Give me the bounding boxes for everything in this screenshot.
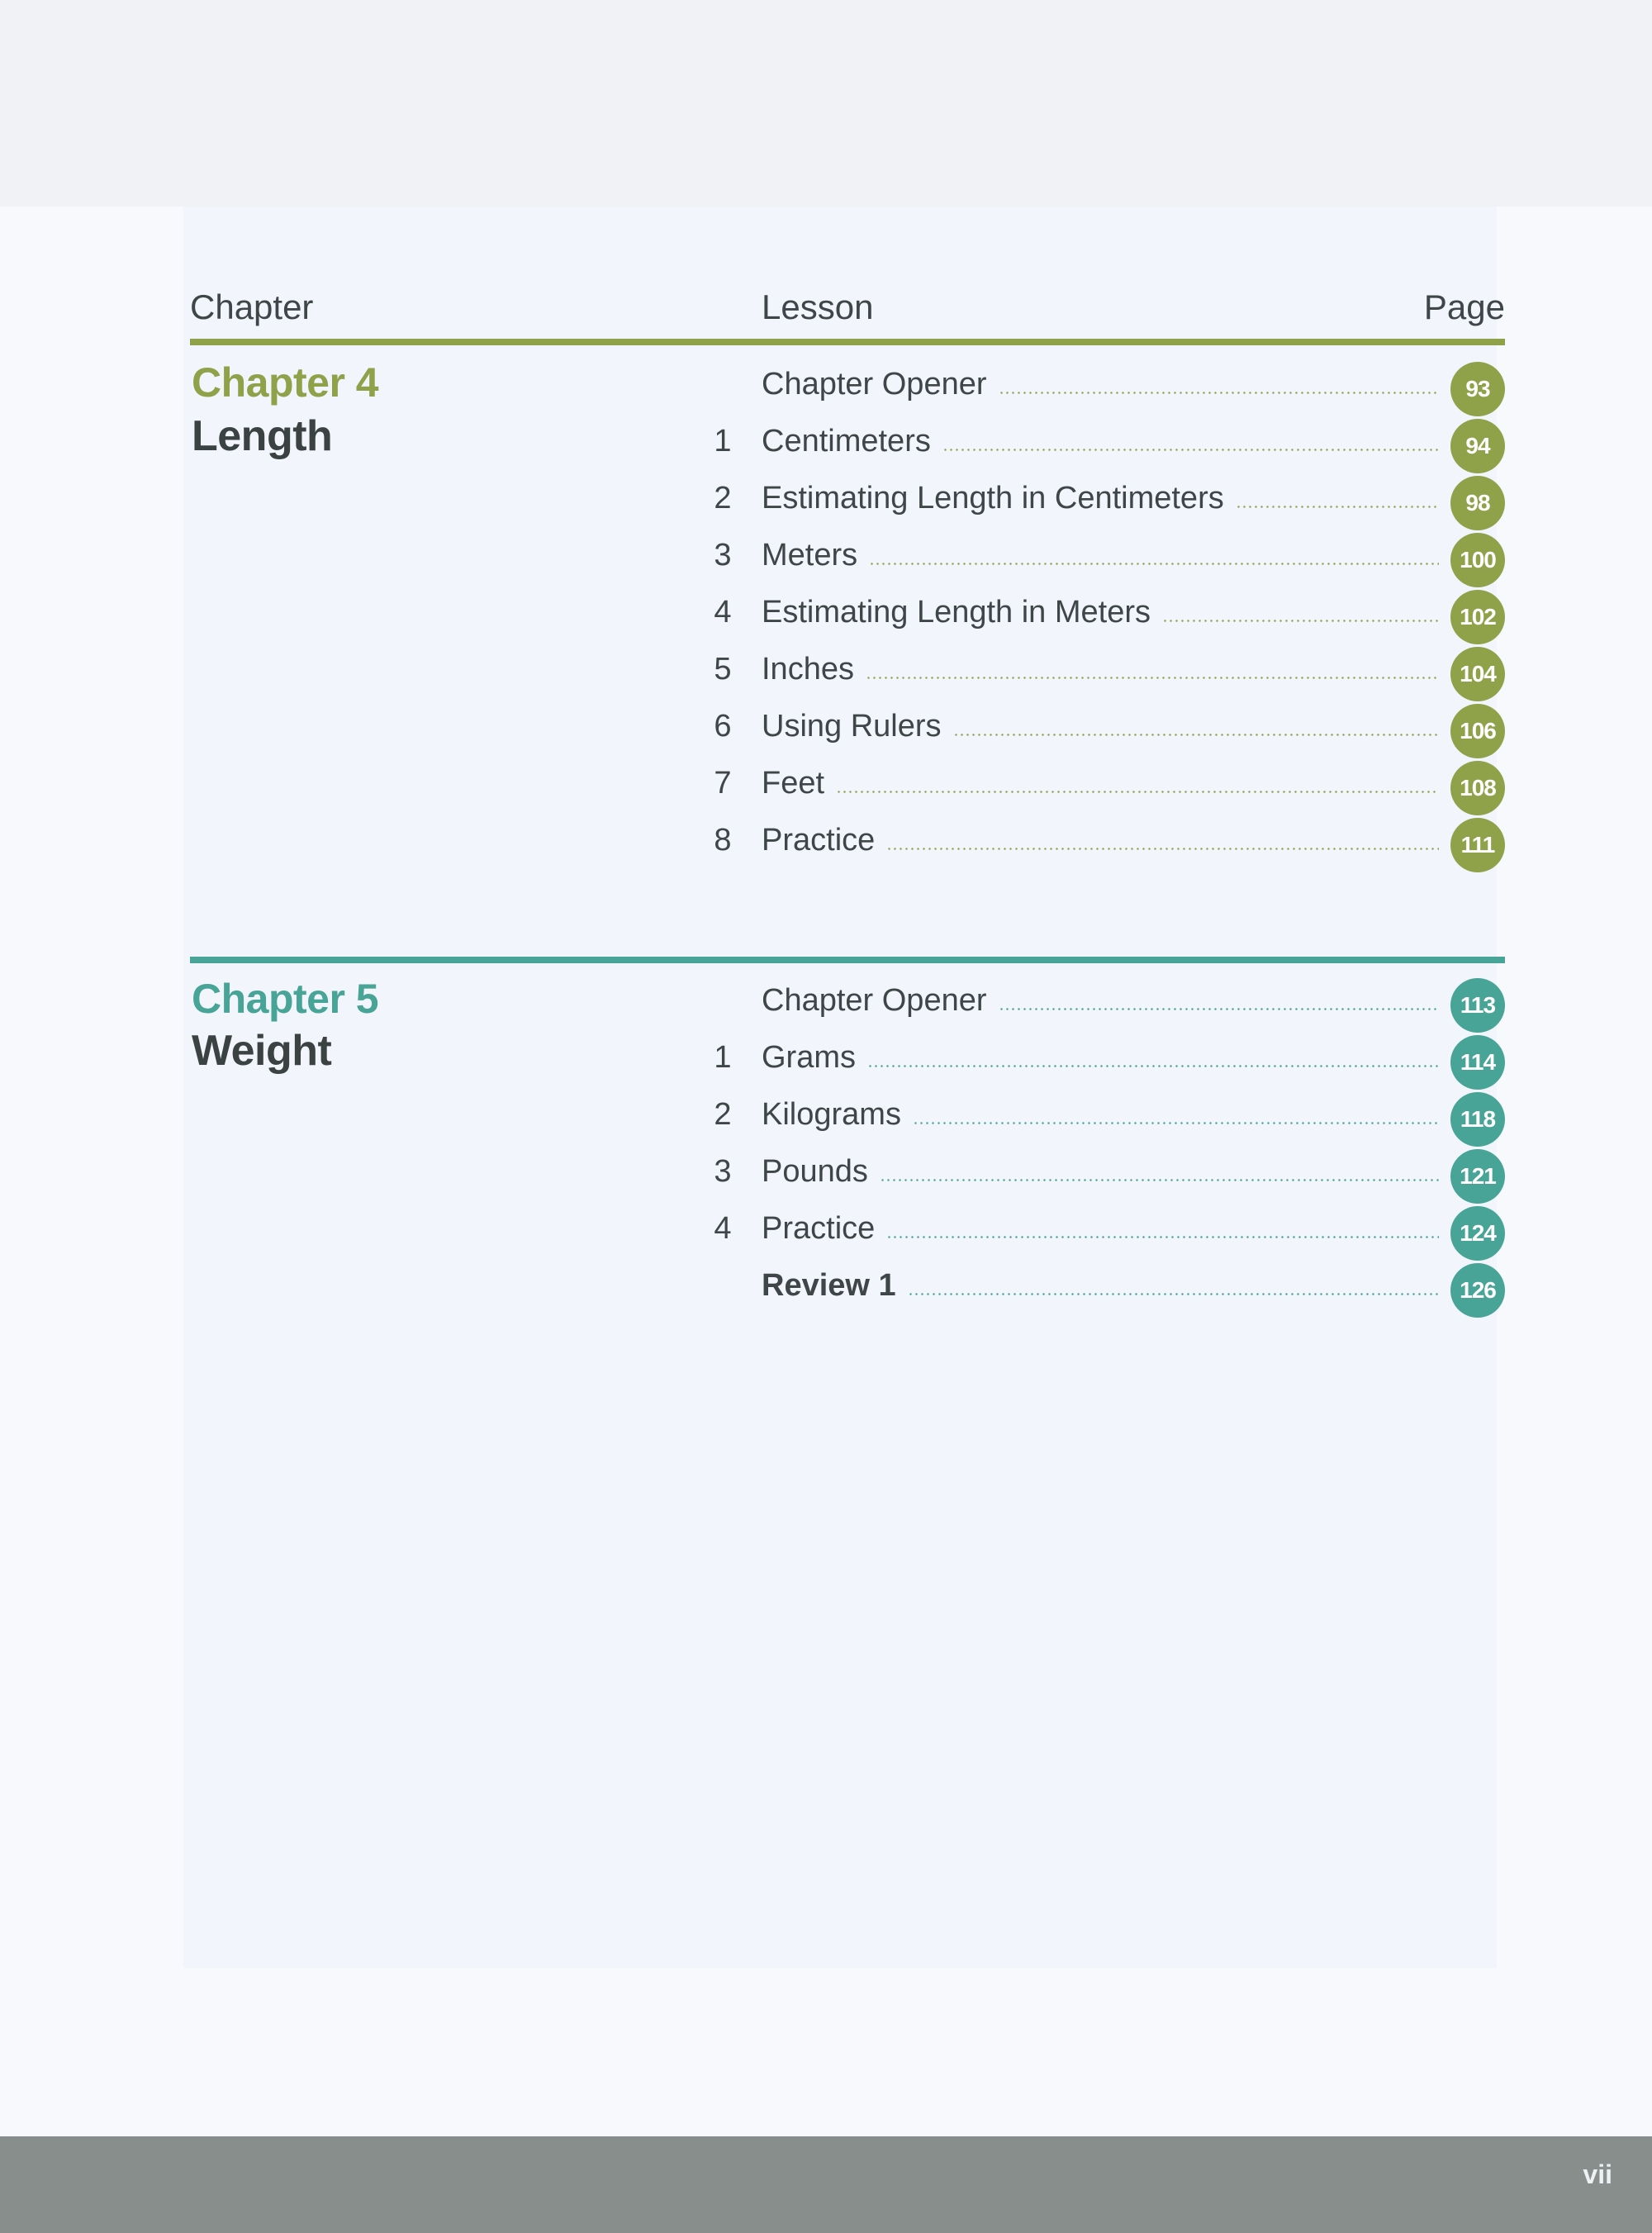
lesson-title: Pounds <box>762 1154 868 1189</box>
page-badge: 108 <box>1450 761 1505 815</box>
lesson-number: 3 <box>714 538 732 573</box>
dot-leader <box>908 1293 1439 1295</box>
toc-entry[interactable] <box>190 1206 1505 1262</box>
lesson-title: Chapter Opener <box>762 983 987 1018</box>
page-badge: 118 <box>1450 1092 1505 1147</box>
lesson-title: Grams <box>762 1040 856 1075</box>
lesson-number: 3 <box>714 1154 732 1189</box>
page-badge: 104 <box>1450 647 1505 701</box>
lesson-title: Inches <box>762 652 854 687</box>
chapter-5-section <box>190 957 1505 1353</box>
dot-leader <box>953 734 1439 736</box>
toc-entry[interactable] <box>190 818 1505 874</box>
dot-leader <box>869 563 1439 565</box>
chapter-4-rule <box>190 339 1505 345</box>
page-badge: 114 <box>1450 1035 1505 1090</box>
lesson-number: 6 <box>714 709 732 744</box>
lesson-title: Practice <box>762 1211 876 1246</box>
dot-leader <box>942 449 1439 451</box>
show-through-background <box>0 0 1652 207</box>
toc-entry[interactable] <box>190 1092 1505 1148</box>
lesson-title: Review 1 <box>762 1268 896 1303</box>
page-badge: 98 <box>1450 476 1505 530</box>
chapter-5-title: Weight <box>192 1027 332 1075</box>
dot-leader <box>913 1122 1439 1124</box>
chapter-4-label: Chapter 4 <box>192 359 379 406</box>
toc-entry[interactable] <box>190 419 1505 475</box>
lesson-number: 8 <box>714 823 732 858</box>
lesson-title: Using Rulers <box>762 709 942 744</box>
lesson-title: Estimating Length in Centimeters <box>762 481 1224 515</box>
dot-leader <box>886 1236 1439 1238</box>
toc-entry[interactable] <box>190 761 1505 817</box>
page-number: vii <box>1583 2159 1612 2189</box>
toc-entry-review[interactable] <box>190 1263 1505 1319</box>
header-chapter: Chapter <box>190 287 314 326</box>
page-badge: 126 <box>1450 1263 1505 1318</box>
lesson-title: Chapter Opener <box>762 367 987 401</box>
table-of-contents <box>190 273 1505 1353</box>
page-badge: 121 <box>1450 1149 1505 1204</box>
toc-entry[interactable] <box>190 590 1505 646</box>
dot-leader <box>999 392 1440 394</box>
lesson-number: 4 <box>714 595 732 630</box>
lesson-title: Centimeters <box>762 424 931 458</box>
dot-leader <box>999 1008 1440 1010</box>
dot-leader <box>1162 620 1439 622</box>
toc-entry[interactable] <box>190 533 1505 589</box>
toc-entry[interactable] <box>190 362 1505 418</box>
lesson-title: Practice <box>762 823 876 858</box>
header-lesson: Lesson <box>762 287 874 326</box>
chapter-4-section <box>190 339 1505 957</box>
page-badge: 124 <box>1450 1206 1505 1261</box>
page-badge: 94 <box>1450 419 1505 473</box>
dot-leader <box>886 848 1439 850</box>
page-badge: 102 <box>1450 590 1505 644</box>
dot-leader <box>867 1065 1439 1067</box>
lesson-title: Estimating Length in Meters <box>762 595 1151 630</box>
toc-entry[interactable] <box>190 476 1505 532</box>
lesson-title: Feet <box>762 766 825 801</box>
chapter-5-label: Chapter 5 <box>192 976 379 1022</box>
dot-leader <box>880 1179 1439 1181</box>
dot-leader <box>836 791 1439 793</box>
page-badge: 113 <box>1450 978 1505 1033</box>
header-page: Page <box>1423 287 1505 326</box>
lesson-number: 2 <box>714 481 732 515</box>
lesson-number: 7 <box>714 766 732 801</box>
lesson-number: 2 <box>714 1097 732 1132</box>
lesson-number: 4 <box>714 1211 732 1246</box>
lesson-title: Meters <box>762 538 858 573</box>
page-badge: 100 <box>1450 533 1505 587</box>
chapter-5-rule <box>190 957 1505 963</box>
toc-entry[interactable] <box>190 1035 1505 1091</box>
dot-leader <box>866 677 1439 679</box>
footer-band <box>0 2136 1652 2233</box>
toc-entry[interactable] <box>190 978 1505 1034</box>
lesson-number: 1 <box>714 424 732 458</box>
lesson-number: 5 <box>714 652 732 687</box>
page-badge: 106 <box>1450 704 1505 758</box>
dot-leader <box>1236 506 1439 508</box>
toc-entry[interactable] <box>190 1149 1505 1205</box>
toc-entry[interactable] <box>190 647 1505 703</box>
chapter-4-title: Length <box>192 412 333 460</box>
lesson-number: 1 <box>714 1040 732 1075</box>
page-badge: 93 <box>1450 362 1505 416</box>
toc-entry[interactable] <box>190 704 1505 760</box>
column-headers <box>190 273 1505 339</box>
lesson-title: Kilograms <box>762 1097 901 1132</box>
page-badge: 111 <box>1450 818 1505 872</box>
